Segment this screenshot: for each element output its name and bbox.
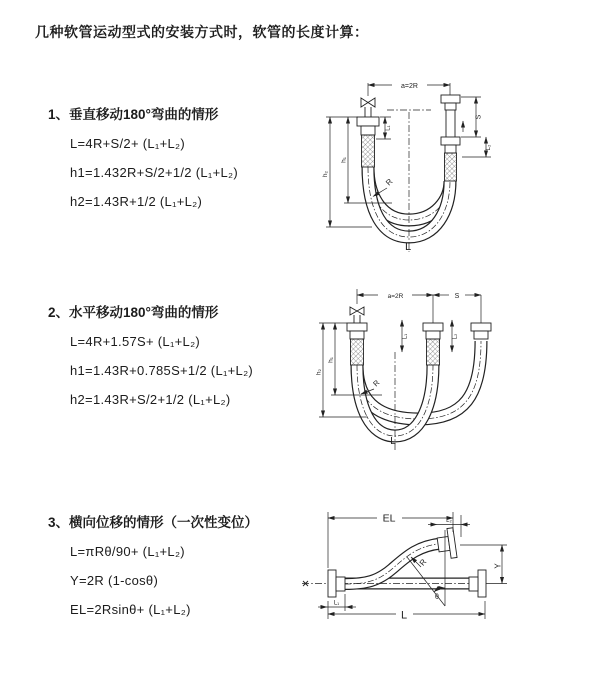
right-pipe-moved-position — [471, 295, 491, 339]
section-lateral-displacement — [48, 514, 258, 619]
dim-label-r: R — [384, 177, 395, 188]
dim-label-l1: L₁ — [333, 600, 340, 607]
dim-label-a2r: a=2R — [401, 82, 418, 90]
dim-label-h2: h₂ — [322, 170, 329, 178]
dim-label-theta: θ — [435, 594, 439, 601]
dim-label-l: L — [390, 436, 396, 447]
formula-y: Y=2R (1-cosθ) — [70, 573, 159, 588]
page-title: 几种软管运动型式的安装方式时，软管的长度计算： — [35, 24, 369, 40]
formula-h2: h2=1.43R+1/2 (L₁+L₂) — [70, 194, 203, 209]
formula-h2: h2=1.43R+S/2+1/2 (L₁+L₂) — [70, 392, 231, 407]
dim-label-s: S — [475, 114, 483, 120]
dim-label-l: L — [404, 241, 412, 253]
dim-label-s: S — [454, 293, 460, 300]
middle-pipe — [423, 295, 443, 365]
formula-l: L=4R+1.57S+ (L₁+L₂) — [70, 334, 201, 349]
dimension-s-l2 — [461, 97, 492, 157]
dim-label-l2: L₂ — [452, 333, 459, 340]
section-vertical-movement — [48, 106, 238, 211]
upper-flange-displaced-position — [436, 528, 457, 560]
right-flange-original-position — [469, 570, 486, 597]
diagram-vertical-180-bend — [310, 70, 580, 260]
dim-label-r: R — [371, 378, 382, 389]
dim-label-l2: L₂ — [446, 518, 452, 524]
dimension-a2r-s — [357, 289, 481, 304]
diagram-lateral-displacement — [296, 498, 600, 670]
formula-el: EL=2Rsinθ+ (L₁+L₂) — [70, 602, 191, 617]
section-horizontal-movement — [48, 304, 253, 409]
dim-label-h2: h₂ — [315, 368, 323, 376]
dim-label-r: R — [417, 557, 429, 568]
left-pipe-with-valve — [357, 98, 379, 167]
left-pipe-with-valve — [347, 307, 367, 365]
dim-label-l1: L₁ — [402, 333, 409, 340]
section-2-heading: 2、水平移动180°弯曲的情形 — [48, 305, 219, 320]
dimension-l — [328, 601, 485, 622]
dim-label-l1: L₁ — [385, 125, 392, 131]
formula-l: L=πRθ/90+ (L₁+L₂) — [70, 544, 185, 559]
dim-label-l: L — [400, 609, 408, 622]
dim-label-l2: L₂ — [486, 144, 492, 151]
dimension-l1 — [318, 594, 356, 611]
dim-label-el: EL — [382, 512, 396, 525]
diagram-horizontal-180-bend — [308, 283, 593, 455]
hose-loop-positions — [357, 341, 481, 436]
left-flange — [328, 570, 345, 597]
section-1-heading: 1、垂直移动180°弯曲的情形 — [48, 107, 219, 122]
right-pipe-two-flanges — [441, 95, 460, 181]
dim-label-y: Y — [493, 563, 503, 569]
formula-l: L=4R+S/2+ (L₁+L₂) — [70, 136, 185, 151]
dim-label-h1: h₁ — [327, 357, 335, 363]
formula-h1: h1=1.432R+S/2+1/2 (L₁+L₂) — [70, 165, 238, 180]
section-3-heading: 3、横向位移的情形（一次性变位） — [48, 515, 259, 530]
formula-h1: h1=1.43R+0.785S+1/2 (L₁+L₂) — [70, 363, 254, 378]
dim-label-h1: h₁ — [340, 157, 348, 163]
dimension-a2r — [368, 83, 450, 96]
dim-label-a2r: a=2R — [387, 293, 404, 300]
